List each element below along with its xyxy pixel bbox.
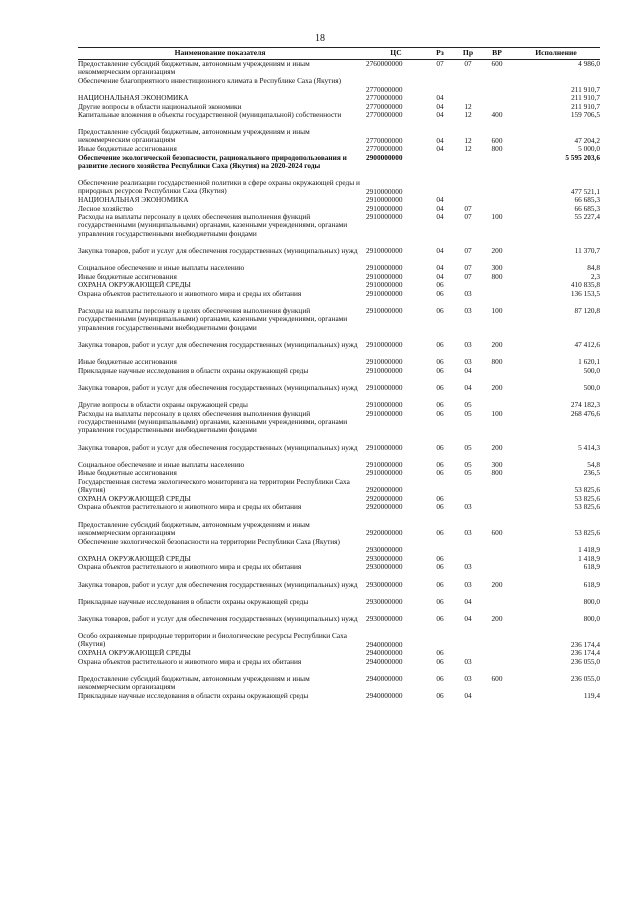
cell-rz: 06	[436, 563, 444, 571]
cell-value: 53 825,6	[574, 503, 600, 511]
cell-vr: 800	[491, 145, 503, 153]
table-row	[78, 307, 600, 341]
cell-value: 268 476,6	[570, 409, 600, 418]
cell-cs: 2910000000	[366, 186, 403, 196]
cell-rz: 06	[436, 597, 444, 606]
table-row	[78, 384, 600, 401]
cell-name: Лесное хозяйство	[78, 204, 133, 213]
cell-name: Закупка товаров, работ и услуг для обеспечения государственных (муниципальных) нужд	[78, 580, 358, 589]
cell-rz: 06	[436, 366, 444, 375]
cell-vr: 200	[491, 341, 503, 349]
table-row	[78, 196, 600, 205]
header-rz: Рз	[436, 49, 444, 58]
table-row	[78, 290, 600, 299]
cell-name: ОХРАНА ОКРУЖАЮЩЕЙ СРЕДЫ	[78, 494, 191, 503]
cell-cs: 2910000000	[366, 289, 403, 298]
table-row	[78, 341, 600, 358]
cell-value: 236 174,4	[570, 639, 600, 649]
cell-cs: 2910000000	[366, 341, 403, 349]
cell-value: 87 120,8	[574, 307, 600, 315]
cell-value: 211 910,7	[571, 94, 600, 102]
cell-name: Закупка товаров, работ и услуг для обеспечения государственных (муниципальных) нужд	[78, 384, 358, 392]
cell-name: Закупка товаров, работ и услуг для обеспечения государственных (муниципальных) нужд	[78, 443, 358, 452]
cell-value: 236,5	[583, 469, 600, 477]
cell-value: 500,0	[583, 384, 600, 392]
cell-name: Иные бюджетные ассигнования	[78, 145, 177, 153]
table-row	[78, 692, 600, 701]
table-row	[78, 401, 600, 410]
cell-pr: 03	[464, 563, 472, 571]
table-body	[78, 60, 600, 701]
cell-vr: 800	[491, 272, 503, 281]
cell-pr	[454, 179, 482, 188]
cell-name: Социальное обеспечение и иные выплаты населению	[78, 264, 245, 272]
table-row	[78, 521, 600, 538]
cell-pr: 07	[464, 213, 472, 221]
cell-rz: 06	[436, 341, 444, 349]
cell-pr: 07	[464, 272, 472, 281]
cell-pr: 12	[464, 145, 472, 153]
cell-pr	[454, 478, 482, 487]
cell-rz: 06	[436, 358, 444, 366]
cell-name: Прикладные научные исследования в области охраны окружающей среды	[78, 366, 309, 375]
cell-cs: 2940000000	[366, 657, 403, 666]
table-row	[78, 469, 600, 478]
cell-pr: 03	[464, 580, 472, 589]
cell-rz: 06	[436, 494, 444, 503]
cell-pr: 03	[464, 307, 472, 315]
table-row	[78, 410, 600, 444]
page-number: 18	[315, 33, 325, 44]
table-row	[78, 581, 600, 598]
cell-name: Капитальные вложения в объекты государственной (муниципальной) собственности	[78, 111, 342, 119]
cell-name: Охрана объектов растительного и животного мира и среды их обитания	[78, 503, 302, 511]
cell-name: Закупка товаров, работ и услуг для обеспечения государственных (муниципальных) нужд	[78, 247, 358, 255]
cell-cs: 2940000000	[366, 649, 403, 657]
table-row	[78, 205, 600, 214]
cell-value: 5 595 203,6	[565, 153, 600, 162]
row-spacer	[78, 666, 600, 675]
cell-name: Обеспечение экологической безопасности на территории Республики Саха (Якутия)	[78, 537, 340, 546]
cell-cs: 2940000000	[366, 692, 403, 700]
cell-cs: 2940000000	[366, 639, 403, 649]
cell-vr: 400	[491, 111, 503, 119]
cell-cs: 2930000000	[366, 545, 403, 554]
cell-pr: 05	[464, 443, 472, 452]
cell-vr: 800	[491, 469, 503, 477]
cell-cs: 2910000000	[366, 384, 403, 392]
cell-pr: 07	[464, 60, 472, 68]
table-row	[78, 145, 600, 154]
cell-name: Обеспечение благоприятного инвестиционного климата в Республике Саха (Якутия)	[78, 77, 342, 85]
cell-value: 800,0	[583, 597, 600, 606]
cell-value: 410 835,8	[570, 281, 600, 289]
cell-vr: 600	[491, 528, 503, 537]
table-row	[78, 281, 600, 290]
cell-rz: 04	[436, 102, 444, 111]
table-row	[78, 675, 600, 692]
cell-name: ОХРАНА ОКРУЖАЮЩЕЙ СРЕДЫ	[78, 281, 191, 289]
cell-vr	[482, 538, 512, 547]
cell-value: 55 227,4	[574, 213, 600, 221]
cell-rz: 04	[436, 264, 444, 272]
cell-name: ОХРАНА ОКРУЖАЮЩЕЙ СРЕДЫ	[78, 554, 191, 563]
cell-cs: 2930000000	[366, 554, 403, 563]
table-row	[78, 111, 600, 128]
cell-value: 11 370,7	[574, 247, 600, 255]
cell-name: Другие вопросы в области национальной экономики	[78, 102, 242, 111]
cell-value: 211 910,7	[571, 102, 600, 111]
cell-vr	[482, 179, 512, 188]
cell-name: Предоставление субсидий бюджетным, автономным учреждениям и иным некоммерческим организациям	[78, 520, 310, 537]
cell-value: 53 825,6	[574, 494, 600, 503]
cell-rz: 06	[436, 503, 444, 511]
cell-rz: 06	[436, 528, 444, 537]
cell-cs: 2930000000	[366, 597, 403, 606]
cell-vr: 600	[491, 60, 503, 68]
table-row	[78, 103, 600, 112]
cell-vr: 600	[491, 675, 503, 683]
cell-cs: 2770000000	[366, 102, 403, 111]
table-row	[78, 538, 600, 555]
cell-value: 236 174,4	[570, 649, 600, 657]
cell-value: 274 182,3	[570, 401, 600, 409]
cell-pr: 04	[464, 615, 472, 623]
cell-rz: 04	[436, 213, 444, 221]
table-row	[78, 264, 600, 273]
table-row	[78, 444, 600, 461]
row-spacer	[78, 375, 600, 384]
table-row	[78, 615, 600, 632]
cell-vr	[482, 77, 512, 86]
cell-name: Обеспечение реализации государственной политики в сфере охраны окружающей среды и природных ресурсов Республики Саха (Якутия)	[78, 179, 360, 196]
cell-name: Особо охраняемые природные территории и биологические ресурсы Республики Саха (Якутия)	[78, 632, 347, 649]
cell-name: НАЦИОНАЛЬНАЯ ЭКОНОМИКА	[78, 94, 189, 102]
cell-vr: 600	[491, 135, 503, 145]
cell-name: Государственная система экологического мониторинга на территории Республики Саха (Якутия)	[78, 477, 350, 494]
cell-cs: 2910000000	[366, 469, 403, 477]
cell-rz: 06	[436, 469, 444, 477]
cell-value: 1 620,1	[578, 358, 600, 366]
cell-value: 84,8	[587, 264, 600, 272]
cell-vr: 800	[491, 358, 503, 366]
cell-name: Охрана объектов растительного и животного мира и среды их обитания	[78, 657, 302, 666]
cell-cs: 2930000000	[366, 580, 403, 589]
cell-rz: 06	[436, 657, 444, 666]
cell-cs: 2910000000	[366, 307, 403, 315]
header-pr: Пр	[462, 49, 474, 58]
cell-rz: 06	[436, 289, 444, 298]
row-spacer	[78, 512, 600, 521]
cell-rz: 06	[436, 443, 444, 452]
cell-name: Закупка товаров, работ и услуг для обеспечения государственных (муниципальных) нужд	[78, 341, 358, 349]
cell-pr: 05	[464, 401, 472, 409]
cell-pr: 12	[464, 135, 472, 145]
cell-pr: 03	[464, 341, 472, 349]
cell-name: Предоставление субсидий бюджетным, автономным учреждениям и иным некоммерческим организациям	[78, 60, 310, 77]
cell-vr: 200	[491, 615, 503, 623]
cell-rz: 06	[436, 675, 444, 683]
cell-cs: 2920000000	[366, 528, 403, 537]
cell-pr: 04	[464, 366, 472, 375]
table-row	[78, 213, 600, 247]
cell-name: Другие вопросы в области охраны окружающей среды	[78, 401, 248, 409]
cell-rz: 04	[436, 247, 444, 255]
cell-name: Обеспечение экологической безопасности, рационального природопользования и развитие лесного хозяйства Республики Саха (Якутия) на 2020-2024 годы	[78, 153, 347, 170]
cell-pr: 07	[464, 247, 472, 255]
cell-value: 618,9	[583, 563, 600, 571]
cell-value: 477 521,1	[570, 186, 600, 196]
table-row	[78, 247, 600, 264]
cell-cs: 2770000000	[366, 94, 403, 102]
cell-rz: 04	[436, 111, 444, 119]
cell-cs: 2920000000	[366, 494, 403, 503]
table-row	[78, 598, 600, 607]
cell-value: 618,9	[583, 580, 600, 589]
cell-value: 53 825,6	[574, 485, 600, 494]
cell-cs: 2900000000	[366, 153, 403, 162]
cell-value: 119,4	[583, 692, 600, 700]
cell-pr	[454, 632, 482, 641]
cell-pr: 03	[464, 503, 472, 511]
cell-pr: 07	[464, 264, 472, 272]
cell-cs: 2910000000	[366, 272, 403, 281]
cell-vr: 200	[491, 247, 503, 255]
cell-name: Расходы на выплаты персоналу в целях обеспечения выполнения функций государственными (муниципальными) органами, казенными учреждениями, органами управления государственными внебюджетными фондами	[78, 213, 348, 238]
cell-rz: 06	[436, 615, 444, 623]
cell-rz: 06	[436, 692, 444, 700]
cell-value: 53 825,6	[574, 528, 600, 537]
table-row	[78, 461, 600, 470]
cell-value: 1 418,9	[578, 554, 600, 563]
cell-pr: 04	[464, 692, 472, 700]
cell-rz	[426, 632, 454, 641]
cell-vr	[482, 632, 512, 641]
table-row	[78, 179, 600, 196]
cell-pr: 12	[464, 102, 472, 111]
cell-vr: 200	[491, 580, 503, 589]
cell-rz: 04	[436, 196, 444, 204]
cell-pr: 05	[464, 409, 472, 418]
cell-value: 500,0	[583, 366, 600, 375]
cell-value: 136 153,5	[570, 289, 600, 298]
cell-value: 47 412,6	[574, 341, 600, 349]
cell-rz: 06	[436, 401, 444, 409]
cell-rz: 06	[436, 649, 444, 657]
cell-cs: 2930000000	[366, 563, 403, 571]
cell-cs: 2770000000	[366, 84, 403, 94]
cell-value: 5 414,3	[578, 443, 600, 452]
cell-vr: 100	[491, 409, 503, 418]
cell-rz: 06	[436, 580, 444, 589]
cell-name: Прикладные научные исследования в области охраны окружающей среды	[78, 597, 309, 606]
cell-name: Охрана объектов растительного и животного мира и среды их обитания	[78, 289, 302, 298]
cell-cs: 2770000000	[366, 111, 403, 119]
cell-rz: 06	[436, 307, 444, 315]
cell-value: 5 000,0	[578, 145, 600, 153]
table-row	[78, 658, 600, 667]
cell-vr: 300	[491, 264, 503, 272]
cell-vr: 100	[491, 213, 503, 221]
cell-rz: 04	[436, 204, 444, 213]
cell-cs: 2940000000	[366, 675, 403, 683]
table-row	[78, 632, 600, 649]
table-row	[78, 367, 600, 376]
cell-rz	[426, 538, 454, 547]
cell-cs: 2930000000	[366, 615, 403, 623]
cell-pr: 03	[464, 289, 472, 298]
cell-value: 66 685,3	[574, 204, 600, 213]
cell-cs: 2910000000	[366, 247, 403, 255]
row-spacer	[78, 606, 600, 615]
cell-pr: 05	[464, 469, 472, 477]
cell-value: 47 204,2	[574, 135, 600, 145]
cell-rz: 06	[436, 384, 444, 392]
cell-vr: 300	[491, 460, 503, 469]
table-row	[78, 94, 600, 103]
cell-pr: 03	[464, 528, 472, 537]
cell-rz: 07	[436, 60, 444, 68]
table-row	[78, 478, 600, 495]
cell-vr	[482, 478, 512, 487]
cell-rz	[426, 478, 454, 487]
cell-value: 159 706,5	[570, 111, 600, 119]
cell-value: 211 910,7	[571, 84, 600, 94]
cell-pr: 03	[464, 358, 472, 366]
cell-cs: 2910000000	[366, 409, 403, 418]
cell-name: Социальное обеспечение и иные выплаты населению	[78, 460, 245, 469]
table-row	[78, 563, 600, 572]
table-row	[78, 154, 600, 180]
cell-cs: 2910000000	[366, 204, 403, 213]
cell-pr: 12	[464, 111, 472, 119]
cell-cs: 2910000000	[366, 358, 403, 366]
cell-name: Охрана объектов растительного и животного мира и среды их обитания	[78, 563, 302, 571]
table-row	[78, 273, 600, 282]
cell-vr: 100	[491, 307, 503, 315]
cell-name: Иные бюджетные ассигнования	[78, 469, 177, 477]
cell-cs: 2920000000	[366, 503, 403, 511]
row-spacer	[78, 298, 600, 307]
cell-rz: 04	[436, 145, 444, 153]
cell-rz	[426, 179, 454, 188]
row-spacer	[78, 572, 600, 581]
table-row	[78, 60, 600, 77]
cell-pr: 05	[464, 460, 472, 469]
cell-cs: 2770000000	[366, 135, 403, 145]
cell-cs: 2910000000	[366, 401, 403, 409]
cell-name: Расходы на выплаты персоналу в целях обеспечения выполнения функций государственными (муниципальными) органами, казенными учреждениями, органами управления государственными внебюджетными фондами	[78, 307, 348, 332]
cell-value: 236 055,0	[570, 675, 600, 683]
cell-pr: 04	[464, 597, 472, 606]
cell-pr: 04	[464, 384, 472, 392]
cell-pr: 03	[464, 675, 472, 683]
cell-name: Прикладные научные исследования в области охраны окружающей среды	[78, 692, 309, 700]
cell-rz: 04	[436, 135, 444, 145]
cell-value: 2,3	[590, 272, 600, 281]
cell-cs: 2910000000	[366, 213, 403, 221]
table-row	[78, 495, 600, 504]
cell-cs: 2910000000	[366, 460, 403, 469]
cell-vr: 200	[491, 443, 503, 452]
cell-cs: 2910000000	[366, 281, 403, 289]
cell-rz	[426, 77, 454, 86]
cell-value: 54,8	[587, 460, 600, 469]
cell-pr: 07	[464, 204, 472, 213]
cell-rz: 04	[436, 272, 444, 281]
header-vr: ВР	[492, 49, 502, 58]
table-header	[78, 47, 600, 60]
cell-vr: 200	[491, 384, 503, 392]
header-cs: ЦС	[390, 49, 402, 58]
table-row	[78, 555, 600, 564]
cell-name: Предоставление субсидий бюджетным, автономным учреждениям и иным некоммерческим организациям	[78, 675, 310, 692]
header-name: Наименование показателя	[174, 49, 266, 58]
cell-rz: 06	[436, 554, 444, 563]
cell-rz: 06	[436, 409, 444, 418]
cell-name: НАЦИОНАЛЬНАЯ ЭКОНОМИКА	[78, 196, 189, 204]
cell-name: Иные бюджетные ассигнования	[78, 358, 177, 366]
cell-name: Иные бюджетные ассигнования	[78, 272, 177, 281]
cell-value: 66 685,3	[574, 196, 600, 204]
cell-name: Предоставление субсидий бюджетным, автономным учреждениям и иным некоммерческим организациям	[78, 128, 310, 145]
table-row	[78, 649, 600, 658]
table-row	[78, 77, 600, 94]
cell-cs: 2910000000	[366, 443, 403, 452]
cell-cs: 2910000000	[366, 366, 403, 375]
cell-rz: 04	[436, 94, 444, 102]
cell-pr: 03	[464, 657, 472, 666]
cell-value: 236 055,0	[570, 657, 600, 666]
cell-pr	[454, 77, 482, 86]
table-row	[78, 128, 600, 145]
cell-pr	[454, 538, 482, 547]
cell-value: 1 418,9	[578, 545, 600, 554]
cell-cs: 2910000000	[366, 264, 403, 272]
cell-cs: 2910000000	[366, 196, 403, 204]
table-row	[78, 358, 600, 367]
cell-cs: 2760000000	[366, 60, 403, 68]
cell-cs: 2770000000	[366, 145, 403, 153]
cell-value: 4 986,0	[578, 60, 600, 68]
cell-cs: 2920000000	[366, 485, 403, 494]
cell-name: ОХРАНА ОКРУЖАЮЩЕЙ СРЕДЫ	[78, 649, 191, 657]
cell-name: Расходы на выплаты персоналу в целях обеспечения выполнения функций государственными (муниципальными) органами, казенными учреждениями, органами управления государственными внебюджетными фондами	[78, 409, 348, 435]
cell-value: 800,0	[583, 615, 600, 623]
cell-name: Закупка товаров, работ и услуг для обеспечения государственных (муниципальных) нужд	[78, 615, 358, 623]
header-value: Исполнение	[535, 49, 577, 58]
cell-rz: 06	[436, 460, 444, 469]
table-row	[78, 503, 600, 512]
cell-rz: 06	[436, 281, 444, 289]
budget-table	[78, 47, 600, 701]
